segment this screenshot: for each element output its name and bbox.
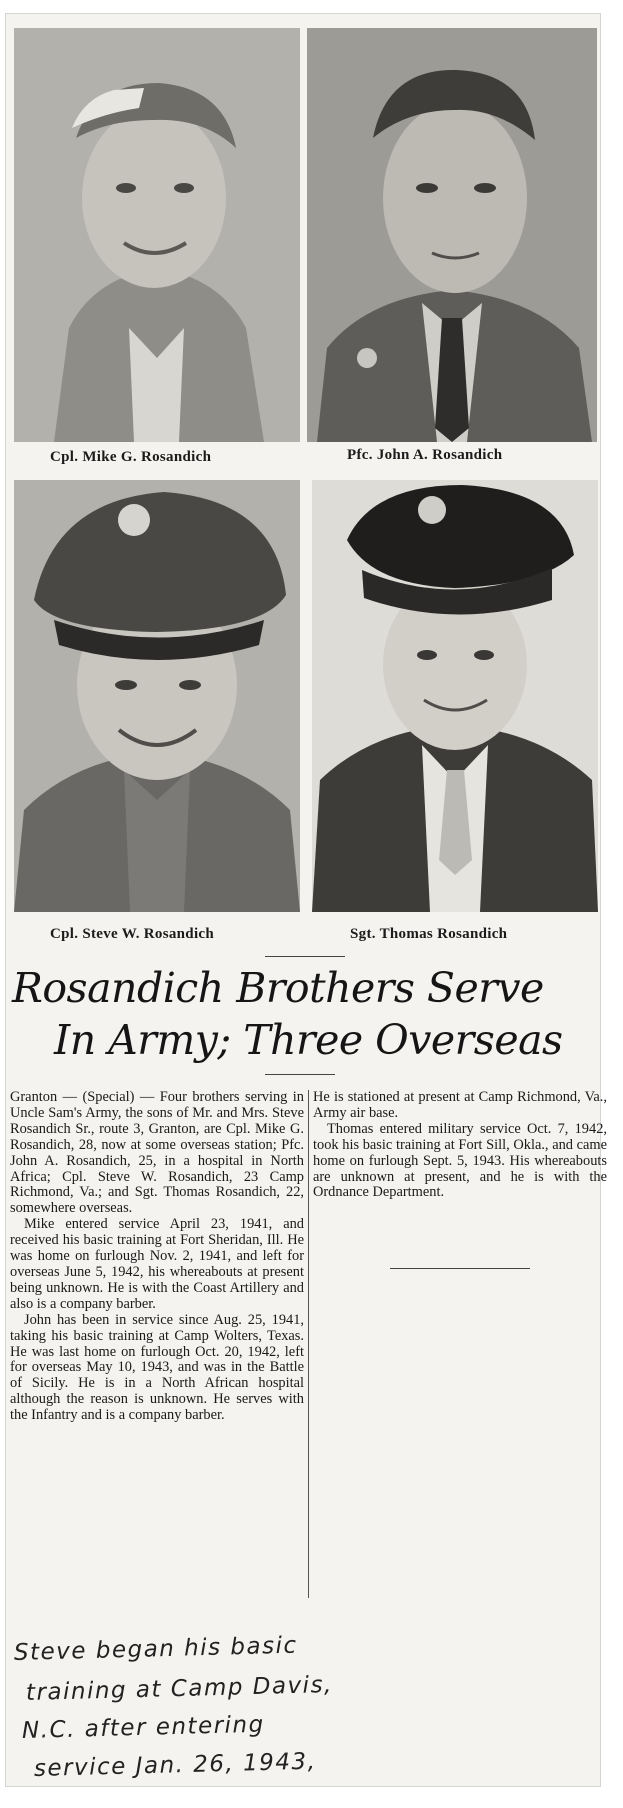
handwritten-note-line: service Jan. 26, 1943, — [33, 1748, 317, 1782]
column-divider — [308, 1090, 309, 1598]
headline-line-1: Rosandich Brothers Serve — [12, 964, 544, 1012]
portrait-photo-thomas — [312, 480, 598, 912]
handwritten-note-line: training at Camp Davis, — [25, 1671, 334, 1706]
headline-rule-top — [265, 956, 345, 957]
article-paragraph: Granton — (Special) — Four brothers serving in Uncle Sam's Army, the sons of Mr. and Mrs. Steve Rosandich Sr., route 3, Granton, are Cpl. Mike G. Rosandich, 28, now at some overseas station; Pfc. John A. Rosandich, 25, in a hospital in North Africa; Cpl. Steve W. Rosandich, 23 Camp Richmond, Va.; and Sgt. Thomas Rosandich, 22, somewhere overseas. — [10, 1089, 304, 1217]
portrait-photo-john — [307, 28, 597, 442]
headline-rule-bottom — [265, 1074, 335, 1075]
caption-thomas: Sgt. Thomas Rosandich — [350, 926, 508, 942]
article-paragraph: Mike entered service April 23, 1941, and received his basic training at Fort Sheridan, Ill. He was home on furlough Nov. 2, 1941, and left for overseas June 5, 1942, his whereabouts at present being unknown. He is with the Coast Artillery and also is a company barber. — [10, 1216, 304, 1312]
caption-mike: Cpl. Mike G. Rosandich — [50, 449, 212, 465]
handwritten-note-line: N.C. after entering — [21, 1711, 266, 1744]
handwritten-note-line: Steve began his basic — [13, 1632, 298, 1666]
article-paragraph: John has been in service since Aug. 25, 1941, taking his basic training at Camp Wolters, Texas. He was last home on furlough Oct. 20, 1942, left for overseas May 10, 1943, and was in the Battle of Sicily. He is in a North African hospital although the reason is unknown. He serves with the Infantry and is a company barber. — [10, 1311, 304, 1424]
portrait-photo-mike — [14, 28, 300, 442]
article-paragraph: He is stationed at present at Camp Richmond, Va., Army air base. — [313, 1089, 607, 1121]
article-column-2 — [313, 1090, 607, 1201]
article-column-1 — [10, 1090, 304, 1424]
portrait-photo-steve — [14, 480, 300, 912]
article-paragraph: Thomas entered military service Oct. 7, 1942, took his basic training at Fort Sill, Okla., and came home on furlough Sept. 5, 1943. His whereabouts are unknown at present, and he is with the Ordnance Department. — [313, 1120, 607, 1201]
headline-line-2: In Army; Three Overseas — [54, 1016, 563, 1064]
article-end-rule — [390, 1268, 530, 1269]
caption-steve: Cpl. Steve W. Rosandich — [50, 926, 215, 942]
caption-john: Pfc. John A. Rosandich — [347, 447, 503, 463]
